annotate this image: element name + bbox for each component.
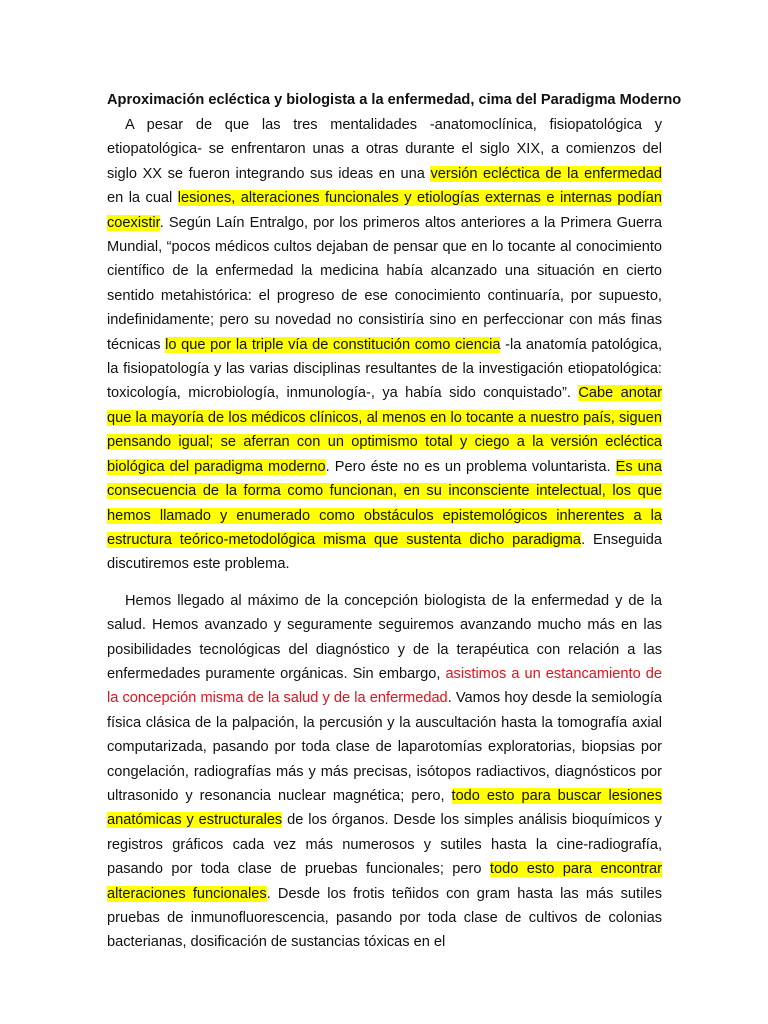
highlighted-text: Cabe anotar que la mayoría de los médicos clínicos, al menos en lo tocante a nuestro país, siguen pensando igual; se aferran con un optimismo total y ciego a la versión ecléctica biológica del paradigma moderno (107, 385, 662, 475)
highlighted-text: Es una consecuencia de la forma como funcionan, en su inconsciente intelectual, los que hemos llamado y enumerado como obstáculos epistemológicos inherentes a la estructura teórico-metodológica misma que sustenta dicho paradigma (107, 458, 662, 548)
body-text: A pesar de que las tres mentalidades -anatomoclínica, fisiopatológica y etiopatológica- se enfrentaron unas a otras durante el siglo XIX, a comienzos del siglo XX se fueron integrando sus ideas en una (107, 117, 662, 182)
highlighted-text: lo que por la triple vía de constitución como ciencia (165, 336, 501, 353)
body-text: de los órganos. Desde los simples análisis bioquímicos y registros gráficos cada vez más numerosos y sutiles hasta la cine-radiografía, pasando por toda clase de pruebas funcionales; pero (107, 812, 662, 878)
body-text: en la cual (107, 190, 178, 207)
paragraph (107, 113, 662, 577)
highlighted-text: todo esto para encontrar alteraciones funcionales (107, 861, 663, 902)
document-body (107, 113, 662, 955)
body-text: . Desde los frotis teñidos con gram hasta las más sutiles pruebas de inmunofluorescencia, pasando por toda clase de cultivos de colonias bacterianas, dosificación de sustancias tóxicas en el (107, 885, 662, 951)
body-text: . Según Laín Entralgo, por los primeros altos anteriores a la Primera Guerra Mundial, “pocos médicos cultos dejaban de pensar que en lo tocante al conocimiento científico de la enfermedad la medicina había alcanzado una situación en cierto sentido metahistórica: el progreso de ese conocimiento continuaría, por supuesto, indefinidamente; pero su novedad no consistiría sino en perfeccionar con más finas técnicas (107, 214, 662, 353)
body-text: -la anatomía patológica, la fisiopatología y las varias disciplinas resultantes de la investigación etiopatológica: toxicología, microbiología, inmunología-, ya había sido conquistado”. (107, 336, 662, 402)
body-text: . Enseguida discutiremos este problema. (107, 531, 662, 573)
highlighted-text: todo esto para buscar lesiones anatómicas y estructurales (107, 787, 662, 829)
red-emphasis-text: asistimos a un estancamiento de la concepción misma de la salud y de la enfermedad (107, 665, 662, 707)
document-title: Aproximación ecléctica y biologista a la enfermedad, cima del Paradigma Moderno (107, 92, 682, 108)
highlighted-text: versión ecléctica de la enfermedad (430, 165, 662, 182)
highlighted-text: lesiones, alteraciones funcionales y etiologías externas e internas podían coexistir (107, 190, 662, 231)
body-text: Hemos llegado al máximo de la concepción biologista de la enfermedad y de la salud. Hemos avanzado y seguramente seguiremos avanzando mucho más en las posibilidades tecnológicas del diagnóstico y de la terapéutica con relación a las enfermedades puramente orgánicas. Sin embargo, (107, 592, 662, 682)
paragraph (107, 589, 662, 955)
body-text: . Pero éste no es un problema voluntarista. (325, 458, 616, 475)
body-text: . Vamos hoy desde la semiología física clásica de la palpación, la percusión y la auscultación hasta la tomografía axial computarizada, pasando por toda clase de laparotomías exploratorias, biopsias por congelación, radiografías más y más precisas, isótopos radiactivos, diagnósticos por ultrasonido y resonancia nuclear magnética; pero, (107, 690, 663, 804)
